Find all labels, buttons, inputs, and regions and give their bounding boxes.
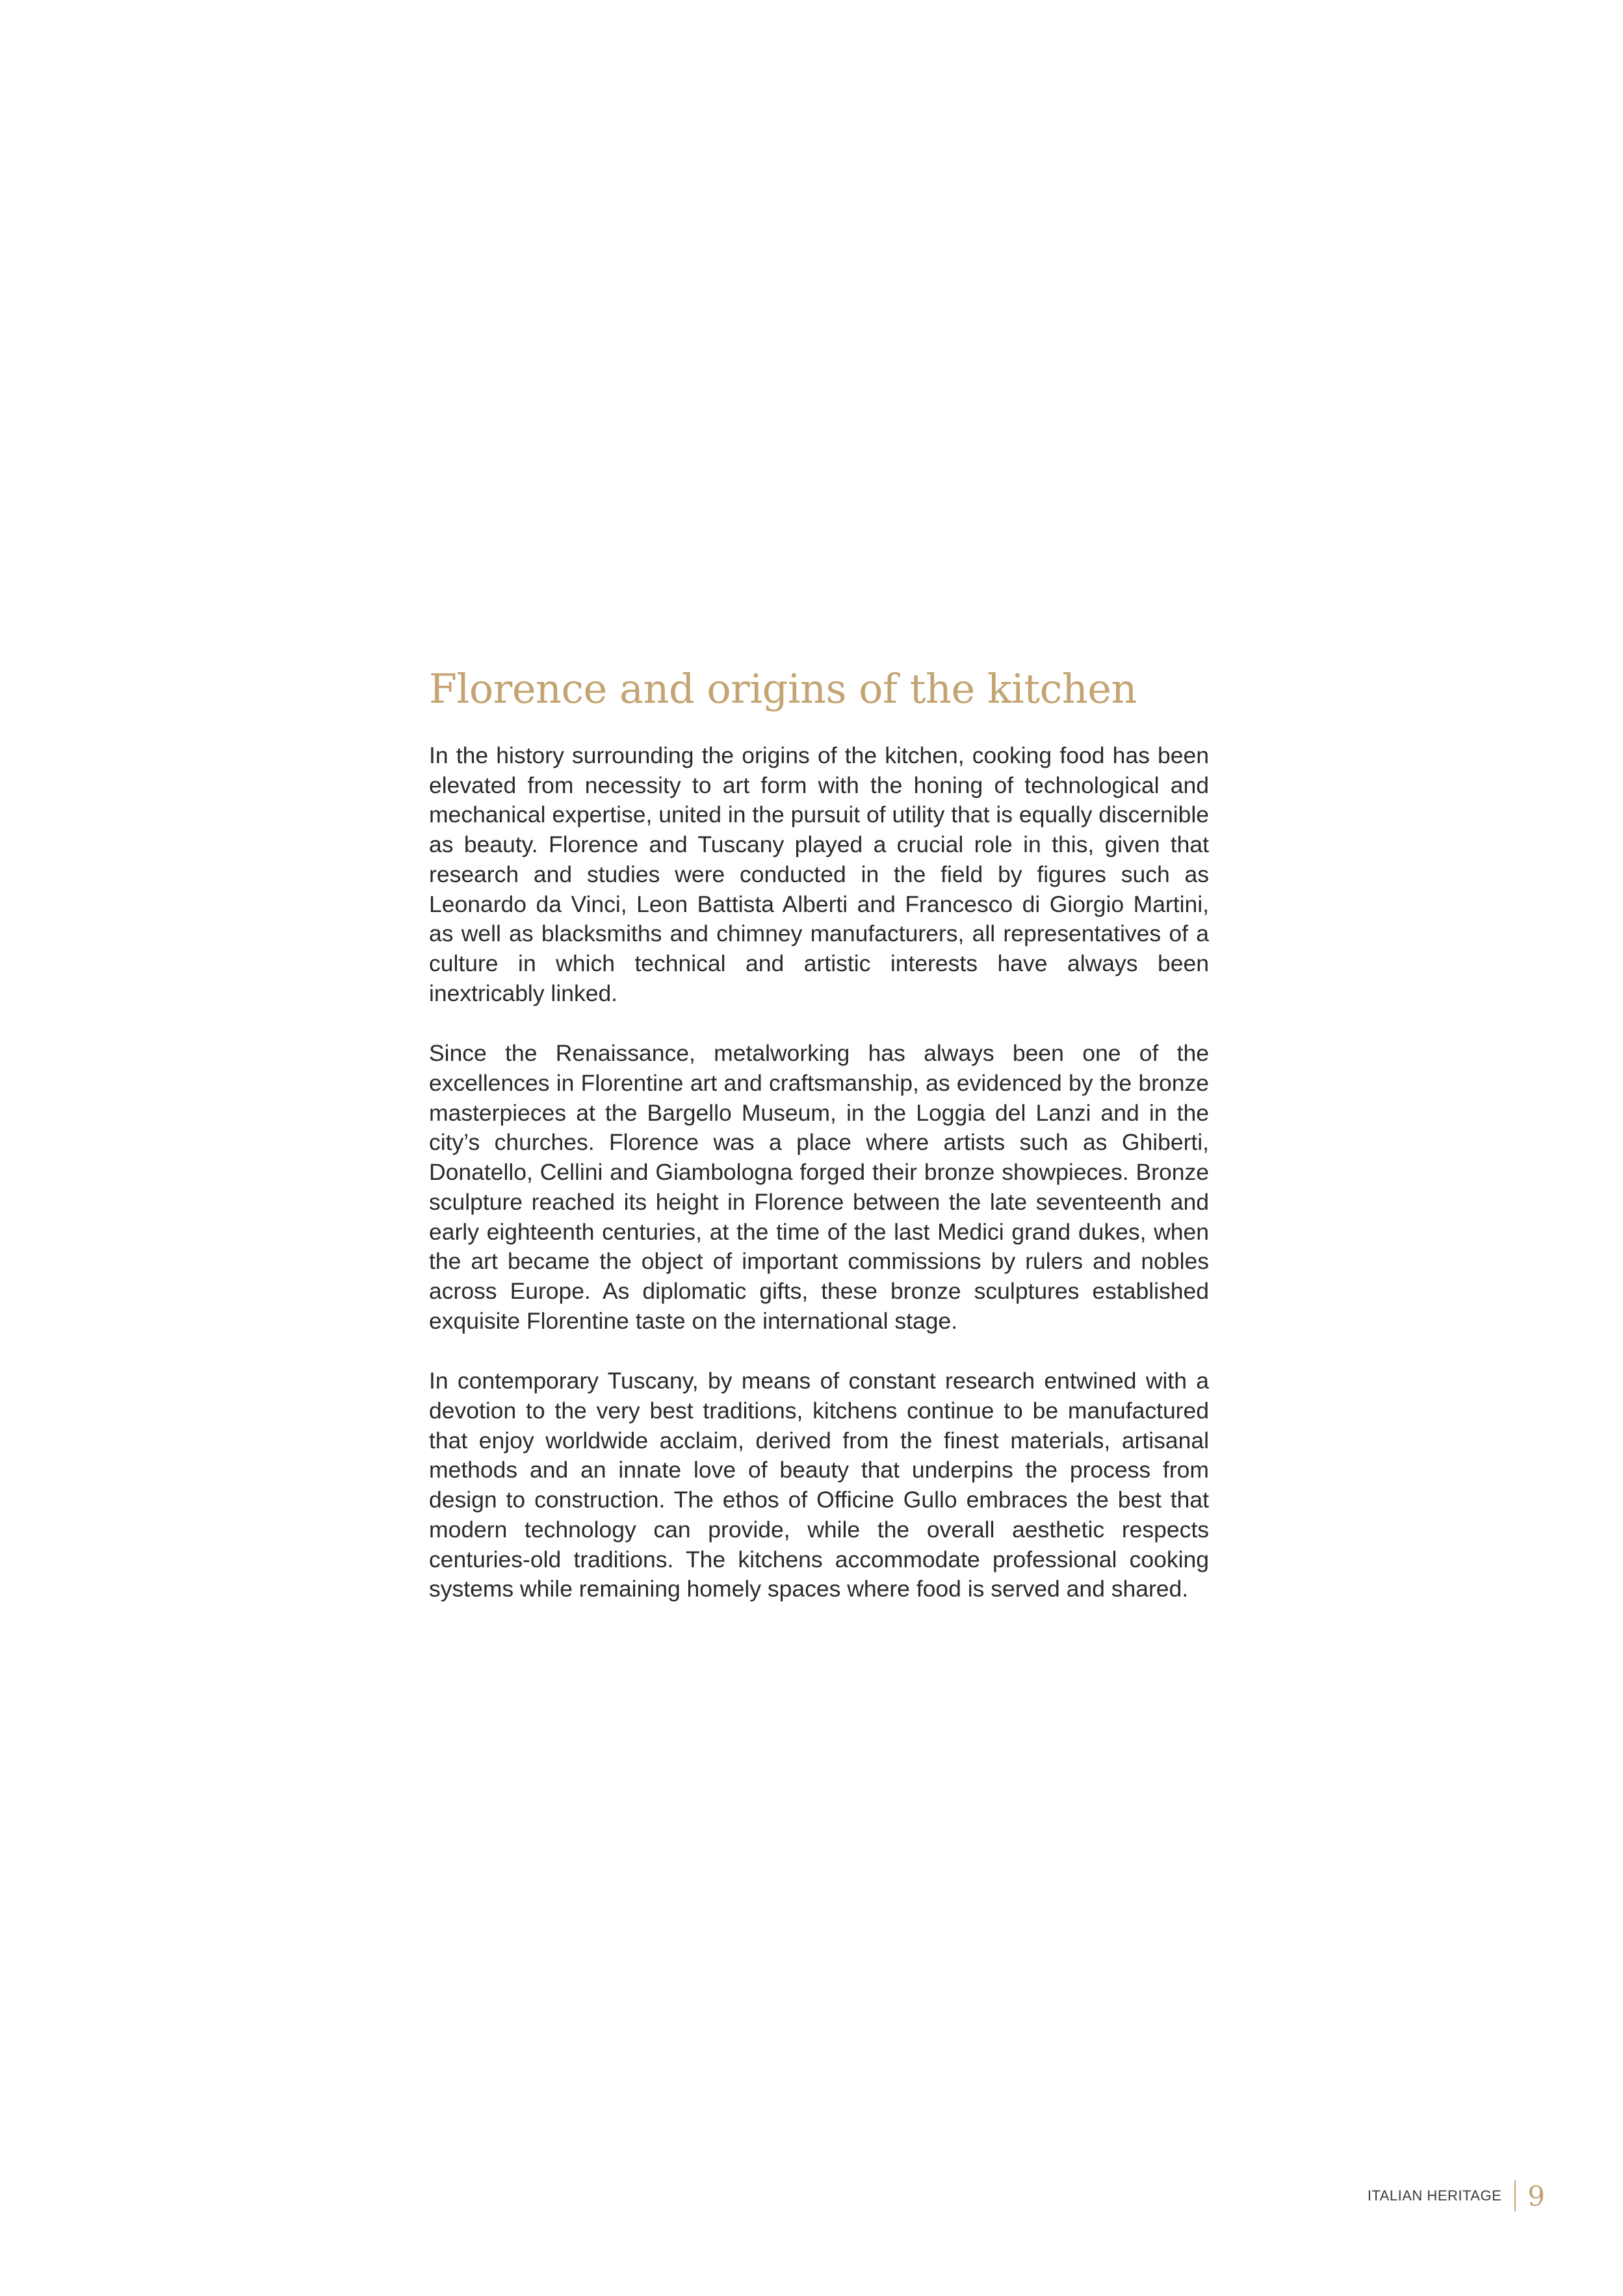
page-footer [1368,2176,1545,2215]
page-number: 9 [1527,2180,1545,2212]
article-title: Florence and origins of the kitchen [429,665,1137,712]
article [429,663,1209,1635]
section-label: ITALIAN HERITAGE [1367,2187,1502,2204]
article-paragraph-2: Since the Renaissance, metalworking has always been one of the excellences in Florentine art and craftsmanship, as evidenced by the bronze masterpieces at the Bargello Museum, in the Loggia del Lanzi and in the city’s churches. Florence was a place where artists such as Ghiberti, Donatello, Cellini and Giambologna forged their bronze showpieces. Bronze sculpture reached its height in Florence between the late seventeenth and early eighteenth centuries, at the time of the last Medici grand dukes, when the art became the object of important commissions by rulers and nobles across Europe. As diplomatic gifts, these bronze sculptures established exquisite Florentine taste on the international stage. [429,1040,1209,1334]
article-paragraph-1: In the history surrounding the origins of the kitchen, cooking food has been elevated from necessity to art form with the honing of technological and mechanical expertise, united in the pursuit of utility that is equally discernible as beauty. Florence and Tuscany played a crucial role in this, given that research and studies were conducted in the field by figures such as Leonardo da Vinci, Leon Battista Alberti and Francesco di Giorgio Martini, as well as blacksmiths and chimney manufacturers, all representatives of a culture in which technical and artistic interests have always been inextricably linked. [429,742,1209,1006]
footer-divider [1514,2180,1516,2211]
article-paragraph-3: In contemporary Tuscany, by means of constant research entwined with a devotion to the very best traditions, kitchens continue to be manufactured that enjoy worldwide acclaim, derived from the finest materials, artisanal methods and an innate love of beauty that underpins the process from design to construction. The ethos of Officine Gullo embraces the best that modern technology can provide, while the overall aesthetic respects centuries-old traditions. The kitchens accommodate professional cooking systems while remaining homely spaces where food is served and shared. [429,1368,1209,1602]
